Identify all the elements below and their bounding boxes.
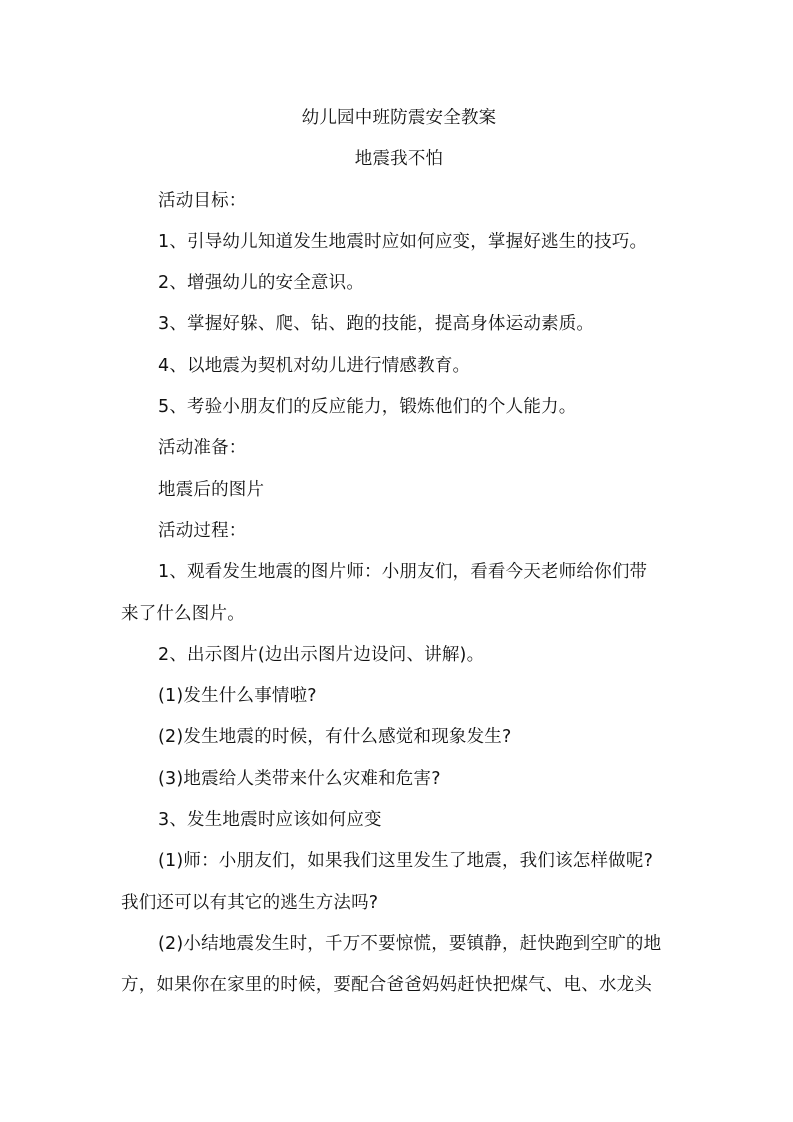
text-line: 3、掌握好躲、爬、钻、跑的技能，提高身体运动素质。	[158, 314, 595, 335]
text-line: 我们还可以有其它的逃生方法吗?	[121, 892, 379, 913]
document-body	[121, 98, 677, 1007]
text-line: (2)发生地震的时候，有什么感觉和现象发生?	[158, 727, 512, 748]
text-line: (1)发生什么事情啦?	[158, 686, 317, 707]
text-line: 2、出示图片(边出示图片边设问、讲解)。	[158, 644, 485, 665]
text-line: (3)地震给人类带来什么灾难和危害?	[158, 768, 441, 789]
text-line: 1、引导幼儿知道发生地震时应如何应变，掌握好逃生的技巧。	[158, 231, 648, 252]
document-subtitle: 地震我不怕	[354, 149, 444, 170]
text-line: 活动过程：	[158, 520, 247, 541]
text-line: 1、观看发生地震的图片师：小朋友们，看看今天老师给你们带	[158, 562, 648, 583]
text-line: 来了什么图片。	[121, 603, 245, 624]
document-title: 幼儿园中班防震安全教案	[301, 108, 497, 128]
text-line: (1)师：小朋友们，如果我们这里发生了地震，我们该怎样做呢?	[158, 851, 654, 872]
text-line: 活动目标：	[158, 190, 247, 211]
text-line: (2)小结地震发生时，千万不要惊慌，要镇静，赶快跑到空旷的地	[158, 933, 662, 954]
text-line: 方，如果你在家里的时候，要配合爸爸妈妈赶快把煤气、电、水龙头	[121, 975, 652, 996]
text-line: 地震后的图片	[158, 479, 265, 500]
text-line: 活动准备：	[158, 438, 247, 459]
text-line: 4、以地震为契机对幼儿进行情感教育。	[158, 355, 471, 376]
text-line: 2、增强幼儿的安全意识。	[158, 273, 365, 294]
text-line: 3、发生地震时应该如何应变	[158, 810, 382, 831]
text-line: 5、考验小朋友们的反应能力，锻炼他们的个人能力。	[158, 397, 577, 418]
paragraph-lines	[121, 181, 677, 1007]
